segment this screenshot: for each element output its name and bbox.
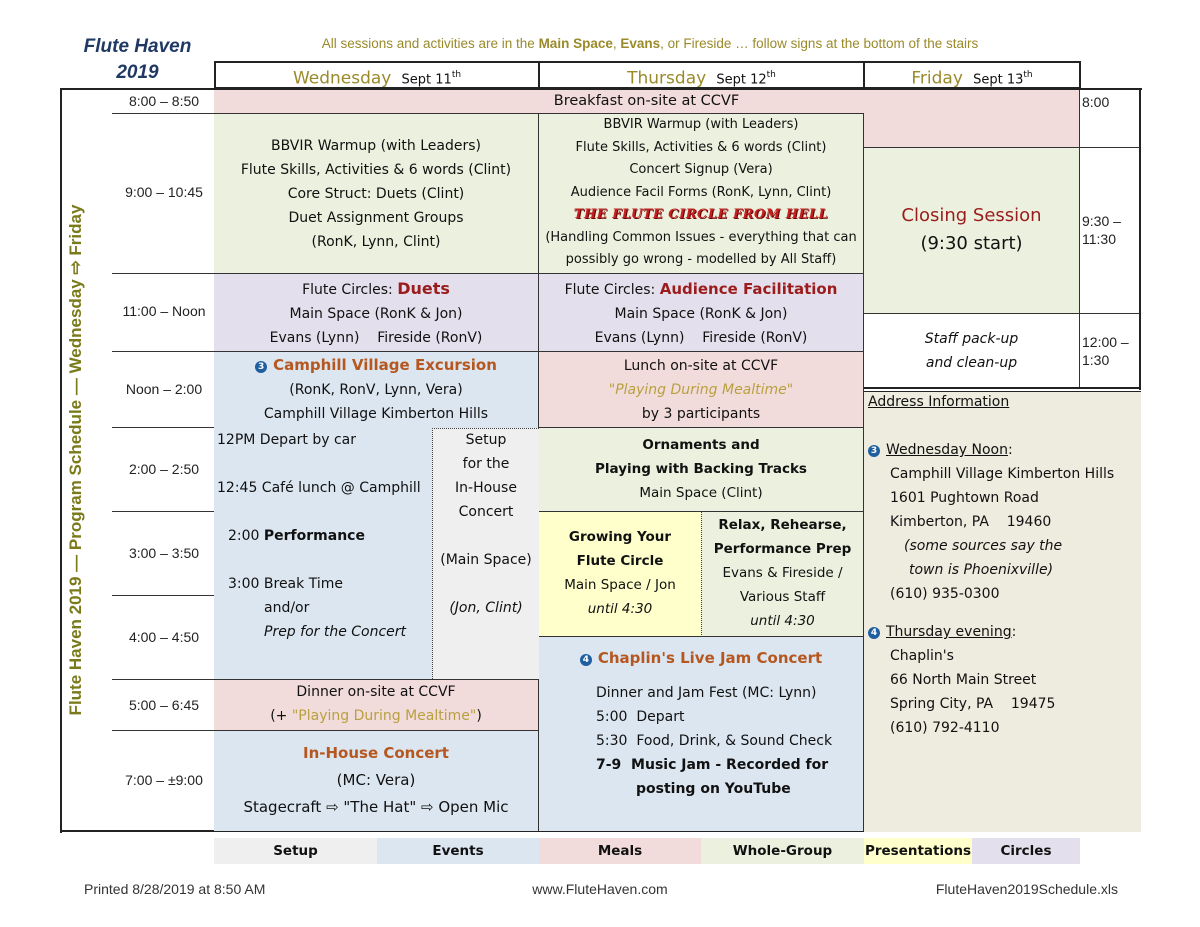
fri-time-divider	[1079, 147, 1140, 148]
legend-circles: Circles	[972, 838, 1080, 864]
time-divider	[112, 427, 215, 428]
footer-site[interactable]: www.FluteHaven.com	[532, 881, 668, 897]
wed-excursion-details: 12PM Depart by car 12:45 Café lunch @ Camphill 2:00 Performance 3:00 Break Time and/or Prep for the Concert	[217, 432, 421, 640]
fri-time-label: 9:30 – 11:30	[1082, 213, 1121, 247]
fri-packup-cell: Staff pack-up and clean-up	[864, 313, 1080, 389]
legend-whole-group: Whole-Group	[701, 838, 864, 864]
title-line-2: 2019	[116, 62, 159, 83]
wed-circles-title: Duets	[397, 279, 450, 298]
time-label: 7:00 – ±9:00	[125, 772, 203, 788]
day-header-friday: Friday Sept 13th	[863, 61, 1081, 89]
number-badge-icon: 4	[580, 654, 592, 666]
address-heading: Address Information	[868, 394, 1010, 410]
legend-setup: Setup	[214, 838, 377, 864]
wed-concert-cell: In-House Concert (MC: Vera) Stagecraft ⇨ "The Hat" ⇨ Open Mic	[214, 730, 539, 831]
legend-bar	[214, 838, 1080, 864]
fri-closing-cell: Closing Session (9:30 start)	[864, 147, 1080, 314]
thu-growing-cell: Growing Your Flute Circle Main Space / Jon until 4:30	[539, 511, 701, 637]
thu-circles-cell: Flute Circles: Audience Facilitation Main Space (RonK & Jon) Evans (Lynn) Fireside (RonV)	[539, 273, 864, 352]
number-badge-icon: 4	[868, 627, 880, 639]
day-header-thursday: Thursday Sept 12th	[538, 61, 865, 89]
hell-wordart: THE FLUTE CIRCLE FROM HELL	[573, 207, 829, 222]
thu-lunch-cell: Lunch on-site at CCVF "Playing During Mealtime" by 3 participants	[539, 351, 864, 428]
time-label: 4:00 – 4:50	[128, 629, 200, 645]
fri-time-label: 12:00 – 1:30	[1082, 334, 1129, 368]
fri-time-divider	[1079, 313, 1140, 314]
thu-relax-cell: Relax, Rehearse, Performance Prep Evans & Fireside / Various Staff until 4:30	[701, 511, 864, 637]
banner-evans: Evans	[620, 36, 661, 51]
time-divider	[112, 113, 215, 114]
thu-ornaments-cell: Ornaments and Playing with Backing Tracks Main Space (Clint)	[539, 427, 864, 512]
wed-setup-text: Setup for the In-House Concert (Main Space) (Jon, Clint)	[440, 432, 532, 616]
time-divider	[112, 730, 215, 731]
title-line-1: Flute Haven	[83, 36, 192, 57]
thu-chaplin-cell: 4 Chaplin's Live Jam Concert Dinner and Jam Fest (MC: Lynn) 5:00 Depart 5:30 Food, Drink, & Sound Check 7-9 Music Jam - Recorded for posting on YouTube	[539, 636, 864, 831]
banner-note: All sessions and activities are in the Main Space, Evans, or Fireside … follow signs at the bottom of the stairs	[321, 36, 979, 51]
footer-file: FluteHaven2019Schedule.xls	[935, 881, 1118, 897]
time-divider	[112, 595, 215, 596]
time-divider	[112, 273, 215, 274]
time-divider	[112, 511, 215, 512]
wed-warmup-cell: BBVIR Warmup (with Leaders) Flute Skills, Activities & 6 words (Clint) Core Struct: Duets (Clint) Duet Assignment Groups (RonK, Lynn, Clint)	[214, 113, 539, 274]
number-badge-icon: 3	[255, 361, 267, 373]
legend-events: Events	[377, 838, 539, 864]
time-label: Noon – 2:00	[125, 381, 203, 397]
thu-circles-title: Audience Facilitation	[659, 280, 838, 298]
wed-circles-cell: Flute Circles: Duets Main Space (RonK & Jon) Evans (Lynn) Fireside (RonV)	[214, 273, 539, 352]
time-label: 3:00 – 3:50	[128, 545, 200, 561]
legend-meals: Meals	[539, 838, 701, 864]
time-label: 9:00 – 10:45	[125, 184, 203, 200]
thu-chaplin-title: Chaplin's Live Jam Concert	[597, 649, 823, 667]
time-label: 2:00 – 2:50	[128, 461, 200, 477]
time-label: 5:00 – 6:45	[128, 697, 200, 713]
time-divider	[112, 351, 215, 352]
time-divider	[112, 679, 215, 680]
fri-time-label: 8:00	[1082, 94, 1110, 110]
fri-breakfast-extend	[864, 113, 1080, 148]
banner-main-space: Main Space	[538, 36, 613, 51]
wed-excursion-cell: 3 Camphill Village Excursion (RonK, RonV, Lynn, Vera) Camphill Village Kimberton Hills	[214, 351, 539, 681]
number-badge-icon: 3	[868, 445, 880, 457]
time-label: 11:00 – Noon	[122, 303, 206, 319]
thu-warmup-cell: BBVIR Warmup (with Leaders) Flute Skills, Activities & 6 words (Clint) Concert Signup (Vera) Audience Facil Forms (RonK, Lynn, Clint) THE FLUTE CIRCLE FROM HELL (Handling Common Issues - everything that can possibly go wrong - modelled by All Staff)	[539, 113, 864, 274]
wed-dinner-cell: Dinner on-site at CCVF (+ "Playing During Mealtime")	[214, 679, 539, 731]
page-title	[60, 34, 215, 86]
footer-printed: Printed 8/28/2019 at 8:50 AM	[84, 881, 266, 897]
time-label: 8:00 – 8:50	[128, 93, 200, 109]
day-header-wednesday: Wednesday Sept 11th	[214, 61, 540, 89]
address-content: Address Information 3 Wednesday Noon: Camphill Village Kimberton Hills 1601 Pughtown Road Kimberton, PA 19460 (some sources say the town is Phoenixville) (610) 935-0300 4 Thursday evening: Chaplin's 66 North Main Street Spring City, PA 19475 (610) 792-4110	[868, 390, 1138, 740]
legend-presentations: Presentations	[864, 838, 972, 864]
breakfast-cell: Breakfast on-site at CCVF	[214, 90, 1080, 113]
wed-excursion-title: Camphill Village Excursion	[273, 356, 497, 374]
